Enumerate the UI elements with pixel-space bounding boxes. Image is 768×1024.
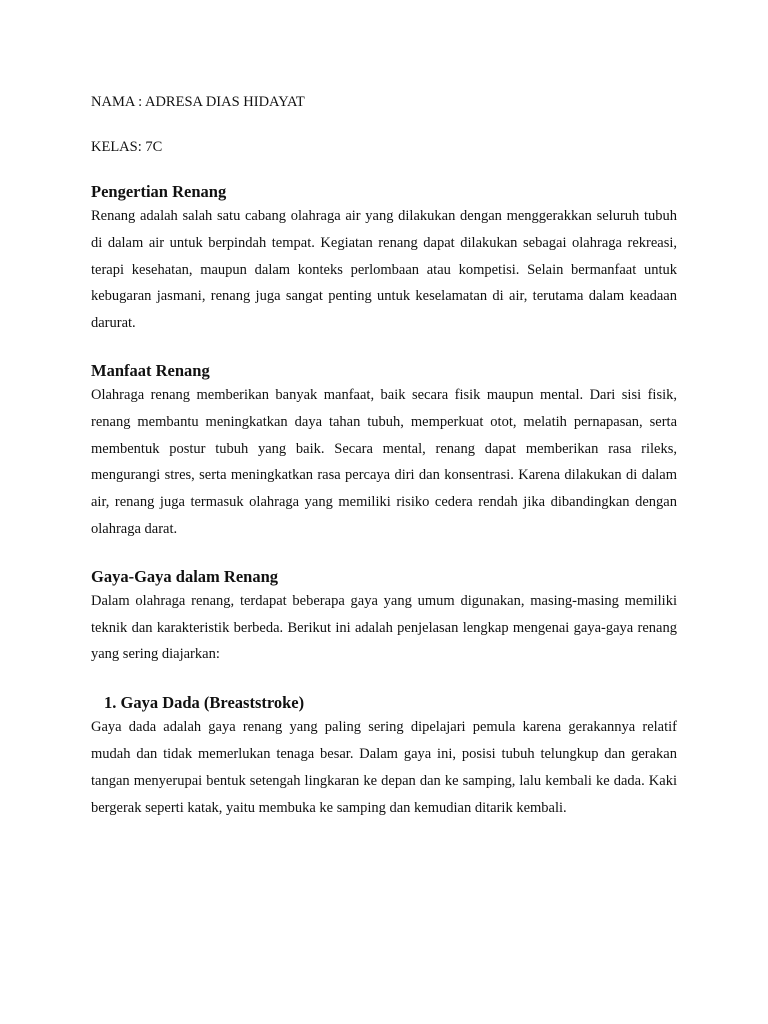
- student-class: KELAS: 7C: [91, 139, 163, 155]
- heading-pengertian-renang: Pengertian Renang: [91, 182, 227, 201]
- paragraph-gaya-renang: Dalam olahraga renang, terdapat beberapa gaya yang umum digunakan, masing-masing memiliki teknik dan karakteristik berbeda. Berikut ini adalah penjelasan lengkap mengenai gaya-gaya renang yang sering diajarkan:: [91, 592, 677, 663]
- heading-gaya-renang: Gaya-Gaya dalam Renang: [91, 566, 279, 586]
- paragraph-pengertian-renang: Renang adalah salah satu cabang olahraga air yang dilakukan dengan menggerakkan seluruh tubuh di dalam air untuk berpindah tempat. Kegiatan renang dapat dilakukan sebagai olahraga rekreasi, terapi kesehatan, maupun dalam konteks perlombaan atau kompetisi. Selain bermanfaat untuk kebugaran jasmani, renang juga sangat penting untuk keselamatan di air, terutama dalam keadaan darurat.: [91, 208, 677, 332]
- heading-gaya-dada: 1. Gaya Dada (Breaststroke): [104, 693, 305, 713]
- paragraph-gaya-dada: Gaya dada adalah gaya renang yang paling sering dipelajari pemula karena gerakannya relatif mudah dan tidak memerlukan tenaga besar. Dalam gaya ini, posisi tubuh telungkup dan gerakan tangan menyerupai bentuk setengah lingkaran ke depan dan ke samping, lalu kembali ke dada. Kaki bergerak seperti katak, yaitu membuka ke samping dan kemudian ditarik kembali.: [91, 719, 677, 816]
- paragraph-manfaat-renang: Olahraga renang memberikan banyak manfaat, baik secara fisik maupun mental. Dari sisi fisik, renang membantu meningkatkan daya tahan tubuh, memperkuat otot, melatih pernapasan, serta membentuk postur tubuh yang baik. Secara mental, renang dapat memberikan rasa rileks, mengurangi stres, serta meningkatkan rasa percaya diri dan konsentrasi. Karena dilakukan di dalam air, renang juga termasuk olahraga yang memiliki risiko cedera rendah jika dibandingkan dengan olahraga darat.: [91, 386, 677, 537]
- heading-manfaat-renang: Manfaat Renang: [91, 360, 210, 380]
- student-name: NAMA : ADRESA DIAS HIDAYAT: [91, 94, 305, 110]
